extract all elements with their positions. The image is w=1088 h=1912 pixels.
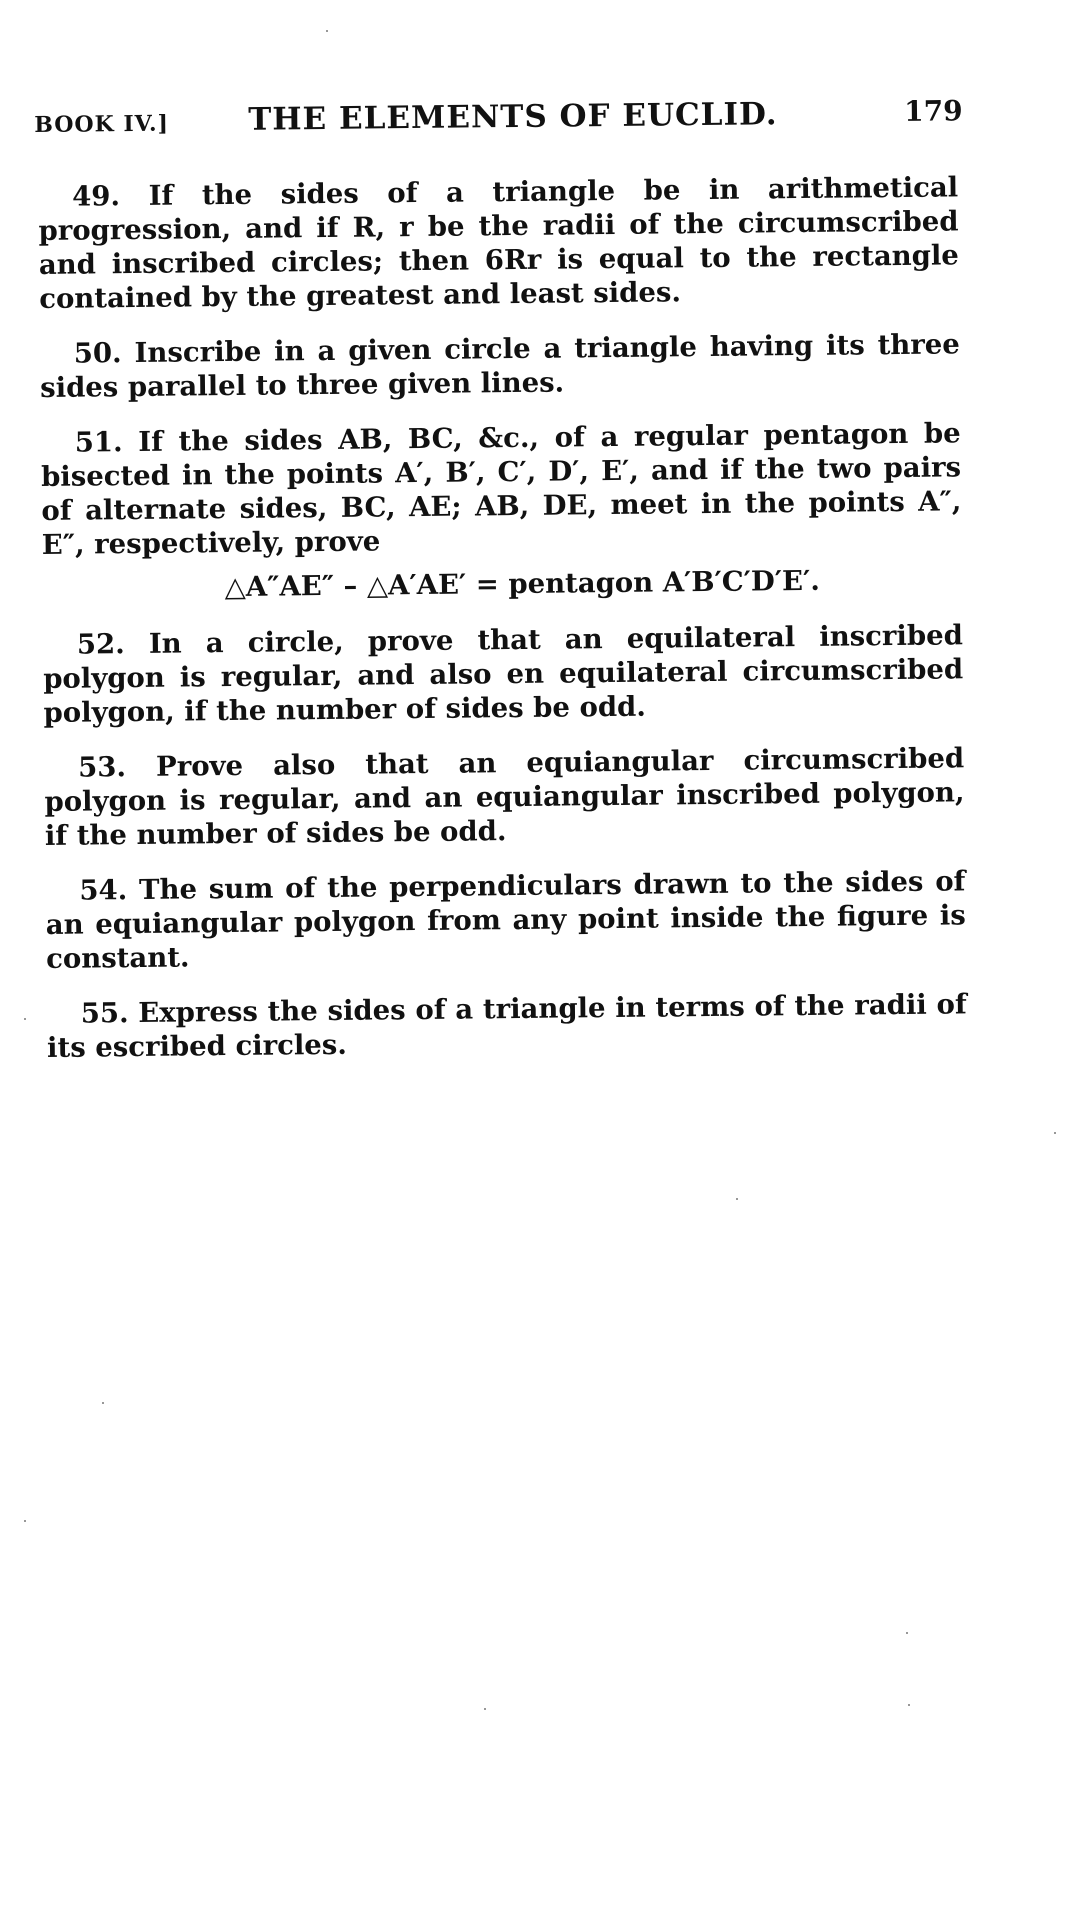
exercise-number: 55. <box>80 997 129 1030</box>
exercise-text: Inscribe in a given circle a triangle having its three sides parallel to three given lines. <box>40 328 960 404</box>
running-head <box>34 90 963 144</box>
scan-speck <box>484 1708 486 1710</box>
exercise-list <box>38 170 967 1086</box>
exercise-text: Express the sides of a triangle in terms of the radii of its escribed circles. <box>46 988 967 1064</box>
scan-speck <box>908 1704 910 1706</box>
exercise-49 <box>38 170 959 316</box>
exercise-50 <box>40 327 961 405</box>
exercise-text: If the sides AB, BC, &c., of a regular pentagon be bisected in the points A′, B′, C′, D′, E′, and if the two pairs of alternate sides, BC, AE; AB, DE, meet in the points A″, E″, respectively, prove <box>40 417 962 561</box>
exercise-text: If the sides of a triangle be in arithmetical progression, and if R, r be the radii of the circumscribed and inscribed circles; then 6Rr is equal to the rectangle contained by the greatest and least sides. <box>38 171 960 315</box>
exercise-number: 51. <box>74 426 123 459</box>
scan-speck <box>1054 1132 1056 1134</box>
exercise-number: 54. <box>79 874 128 907</box>
scan-speck <box>24 1018 26 1020</box>
exercise-text: The sum of the perpendiculars drawn to the sides of an equiangular polygon from any point inside the figure is constant. <box>45 865 966 975</box>
exercise-51 <box>41 416 962 562</box>
scan-speck <box>736 1198 738 1200</box>
exercise-number: 53. <box>77 751 127 784</box>
exercise-number: 52. <box>76 628 125 661</box>
exercise-51-formula: △A″AE″ – △A′AE′ = pentagon A′B′C′D′E′. <box>224 564 821 604</box>
scan-speck <box>906 1632 908 1634</box>
scan-speck <box>326 30 328 32</box>
book-label: BOOK IV.] <box>34 110 170 138</box>
exercise-text: In a circle, prove that an equilateral inscribed polygon is regular, and also en equilateral circumscribed polygon, if the number of sides be odd. <box>43 619 964 729</box>
exercise-number: 50. <box>73 337 122 370</box>
exercise-number: 49. <box>72 180 121 213</box>
exercise-55 <box>47 987 968 1065</box>
page-number: 179 <box>903 94 963 128</box>
scan-speck <box>24 1520 26 1522</box>
exercise-text: Prove also that an equiangular circumscribed polygon is regular, and an equiangular inscribed polygon, if the number of sides be odd. <box>44 742 965 852</box>
scan-speck <box>102 1402 104 1404</box>
exercise-54 <box>45 864 966 976</box>
page-title: THE ELEMENTS OF EUCLID. <box>248 96 778 138</box>
exercise-52 <box>43 618 964 730</box>
exercise-53 <box>44 741 965 853</box>
